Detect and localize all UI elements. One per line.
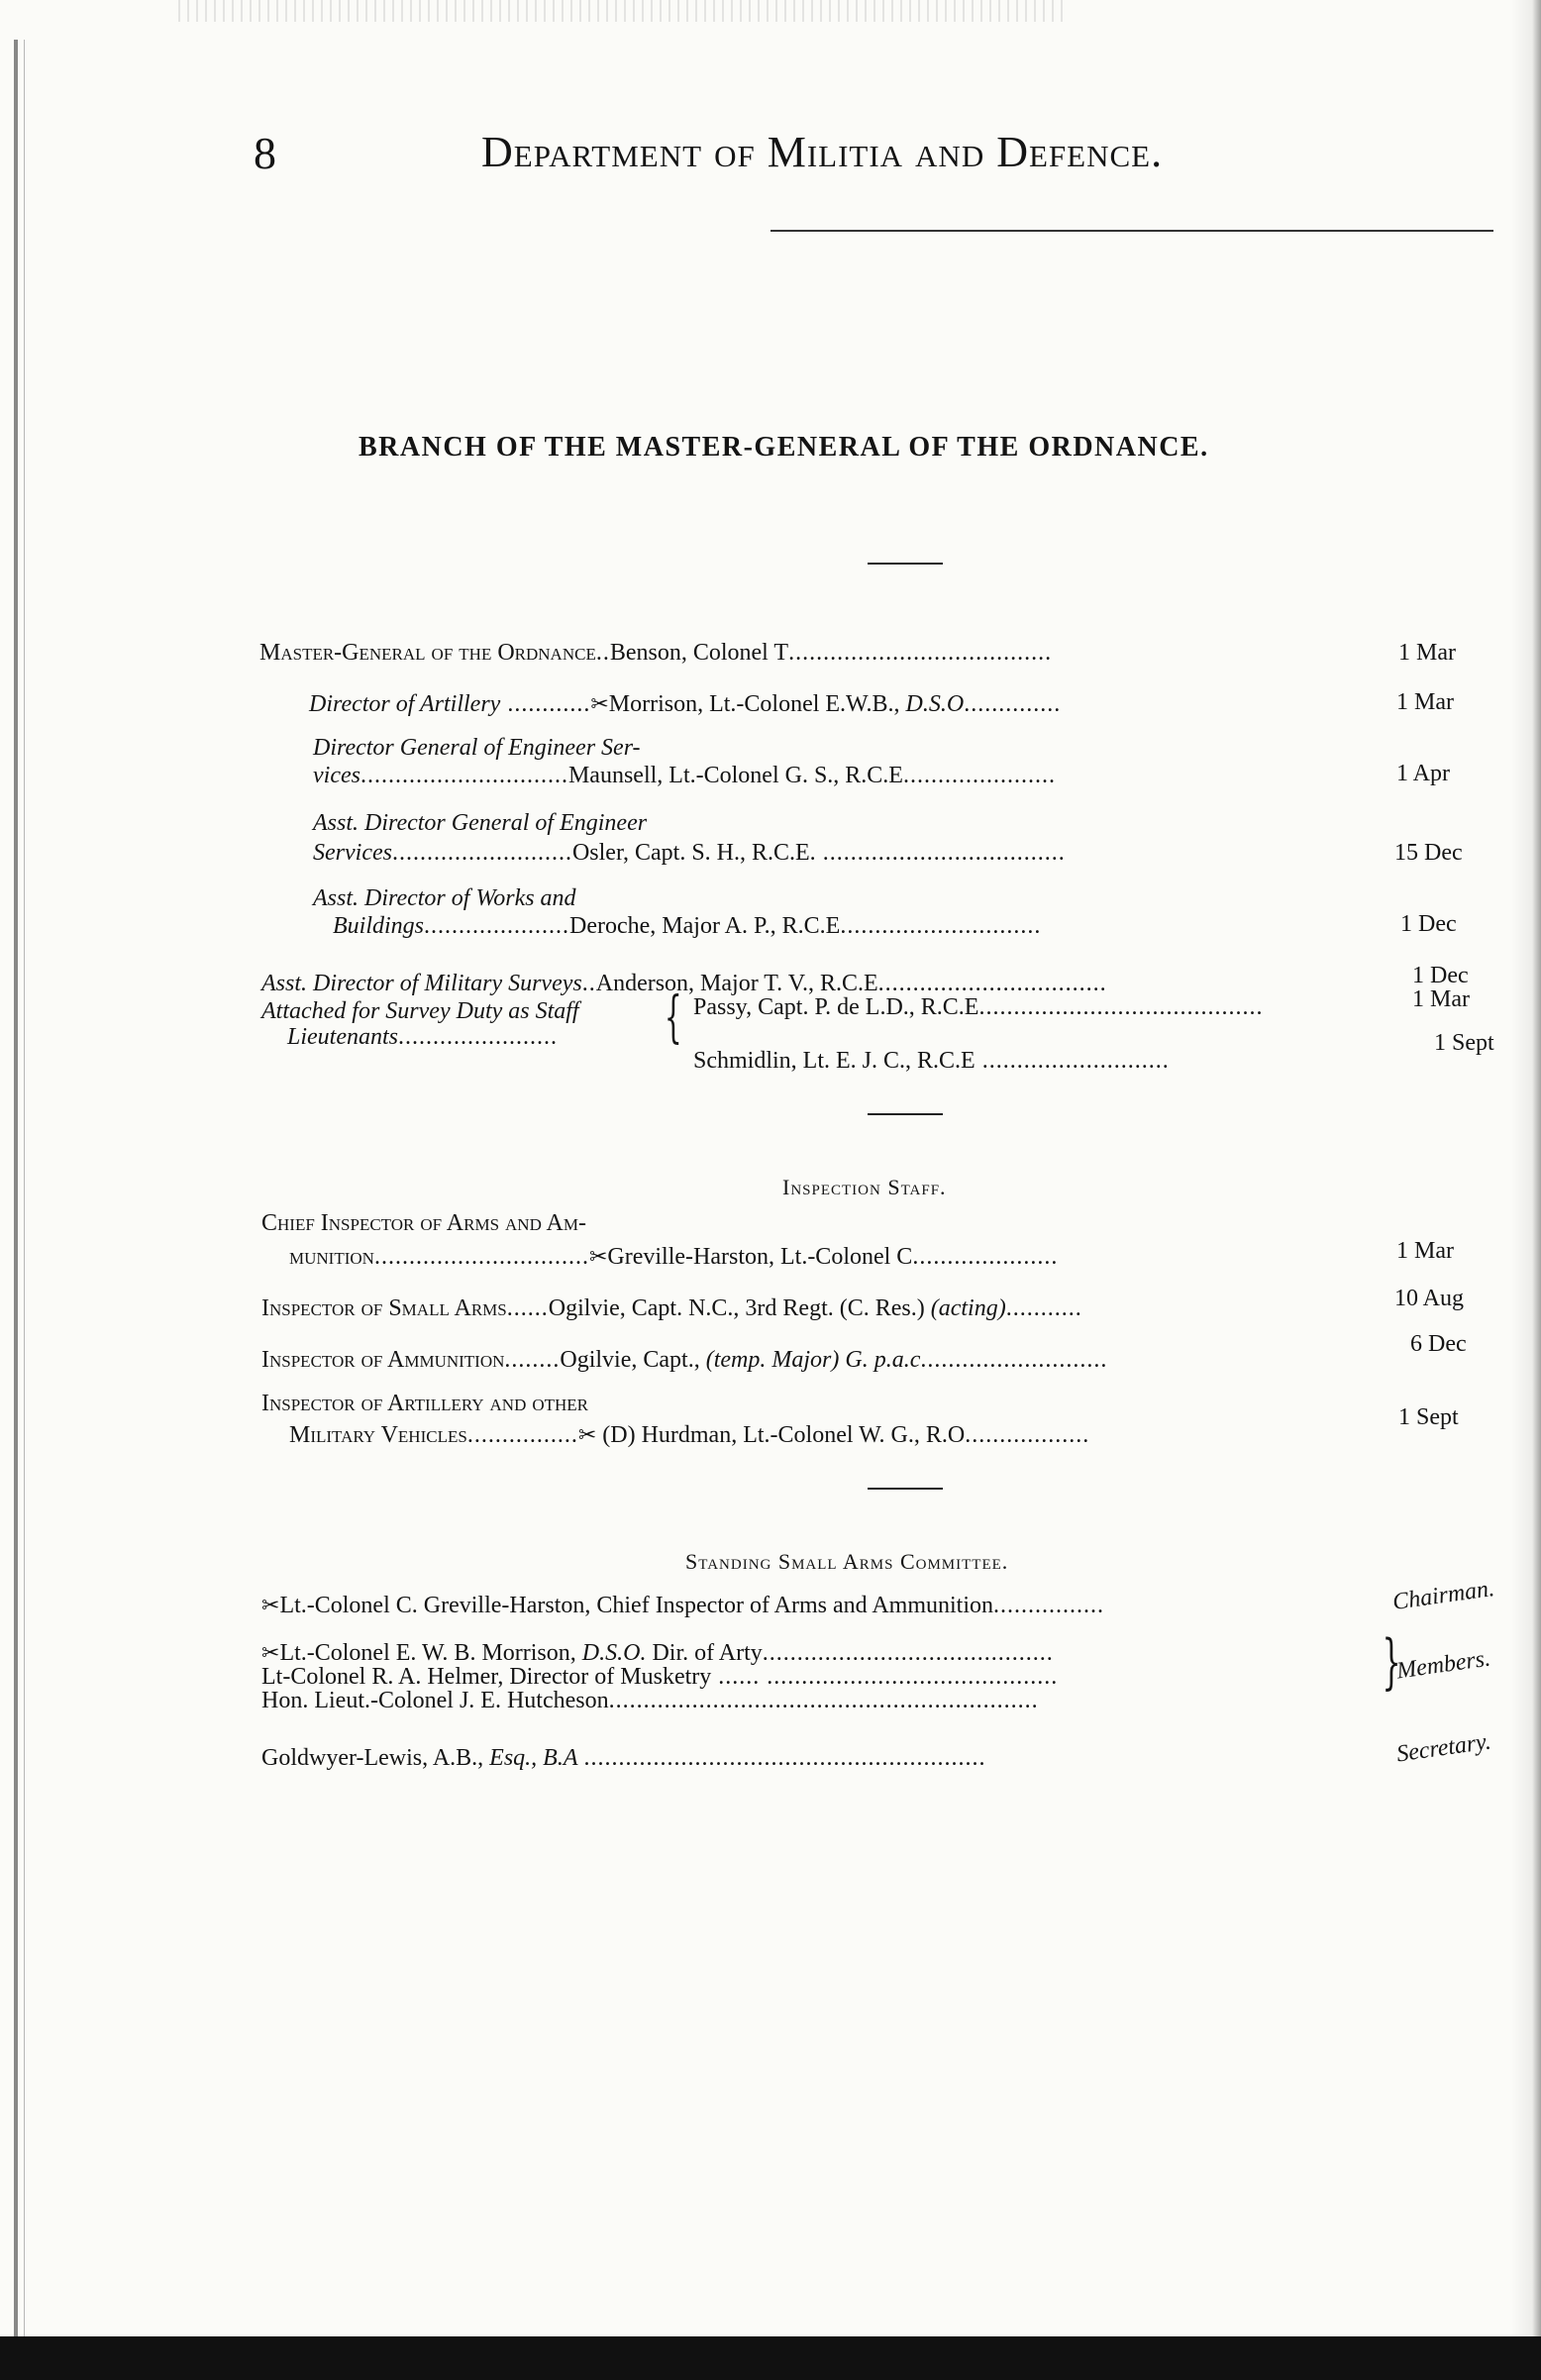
entry-ammunition: Inspector of Ammunition........Ogilvie, Capt., (temp. Major) G. p.a.c........................... — [261, 1347, 1108, 1373]
entry-survey-duty-label — [261, 998, 579, 1025]
entry-name-tail: G. p.a.c — [845, 1347, 921, 1373]
member-name: Hon. Lieut.-Colonel J. E. Hutcheson — [261, 1688, 609, 1713]
entry-name: Ogilvie, Capt. N.C., 3rd Regt. (C. Res.) — [548, 1295, 925, 1321]
running-head: Department of Militia and Defence. — [481, 128, 1164, 176]
scissors-icon: ✂ — [261, 1594, 280, 1618]
entry-director-engineer-label — [313, 735, 641, 762]
entry-date: 1 Sept — [1434, 1030, 1494, 1056]
scan-smudge — [178, 0, 1070, 22]
section-rule — [868, 1113, 943, 1115]
scissors-icon: ✂ — [577, 1423, 597, 1448]
member-name-tail: Dir. of Arty — [652, 1640, 763, 1666]
entry-label: Master-General of the Ordnance — [259, 640, 596, 666]
chairman-name: Lt.-Colonel C. Greville-Harston, Chief Inspector of Arms and Ammunition — [279, 1593, 993, 1618]
entry-date: 1 Mar — [1398, 640, 1456, 666]
member-name: Lt-Colonel R. A. Helmer, Director of Musketry — [261, 1664, 712, 1690]
entry-name: Maunsell, Lt.-Colonel G. S., R.C.E — [567, 763, 903, 788]
secretary-role: Secretary. — [1394, 1728, 1493, 1768]
entry-chief-inspector: munition...............................✂Greville-Harston, Lt.-Colonel C..................... — [289, 1244, 1059, 1270]
committee-chairman: ✂Lt.-Colonel C. Greville-Harston, Chief Inspector of Arms and Ammunition................ — [261, 1593, 1104, 1618]
entry-name: Anderson, Major T. V., R.C.E — [595, 971, 878, 996]
committee-member: Hon. Lieut.-Colonel J. E. Hutcheson.............................................................. — [261, 1688, 1039, 1713]
entry-asst-director-surveys: Asst. Director of Military Surveys..Anderson, Major T. V., R.C.E................................. — [261, 971, 1107, 996]
entry-label: vices — [313, 763, 360, 788]
entry-label: Asst. Director of Works and — [313, 885, 576, 911]
entry-date: 10 Aug — [1394, 1286, 1465, 1311]
entry-label: Inspector of Ammunition — [261, 1347, 505, 1373]
entry-label: Services — [313, 840, 392, 866]
section-rule — [868, 563, 943, 565]
branch-title: BRANCH OF THE MASTER-GENERAL OF THE ORDNANCE. — [359, 432, 1209, 463]
entry-label: Asst. Director of Military Surveys — [261, 971, 582, 996]
entry-date: 1 Mar — [1412, 986, 1470, 1012]
entry-artillery-vehicles: Military Vehicles................✂ (D) Hurdman, Lt.-Colonel W. G., R.O.................. — [289, 1422, 1090, 1448]
entry-schmidlin: Schmidlin, Lt. E. J. C., R.C.E ........................... — [693, 1048, 1170, 1074]
entry-date: 1 Mar — [1396, 1238, 1454, 1264]
page-shadow — [1511, 0, 1541, 2380]
entry-label: Inspector of Artillery and other — [261, 1391, 589, 1416]
entry-name-italic: (acting) — [930, 1295, 1006, 1321]
entry-name: Greville-Harston, Lt.-Colonel C — [607, 1244, 913, 1270]
entry-artillery-vehicles-label — [261, 1391, 588, 1417]
entry-name: Deroche, Major A. P., R.C.E — [569, 913, 841, 939]
entry-passy: Passy, Capt. P. de L.D., R.C.E......................................... — [693, 994, 1264, 1020]
entry-label: munition — [289, 1244, 374, 1270]
entry-name: Passy, Capt. P. de L.D., R.C.E — [693, 994, 979, 1020]
chairman-role: Chairman. — [1390, 1575, 1496, 1616]
entry-label: Military Vehicles — [289, 1422, 467, 1448]
entry-asst-director-works: Buildings.....................Deroche, Major A. P., R.C.E............................. — [333, 913, 1042, 939]
entry-name: Osler, Capt. S. H., R.C.E. — [571, 840, 816, 866]
entry-label: Lieutenants — [287, 1024, 398, 1050]
entry-name: Ogilvie, Capt., — [560, 1347, 700, 1373]
scissors-icon: ✂ — [261, 1641, 280, 1666]
committee-title: Standing Small Arms Committee. — [685, 1549, 1009, 1574]
scan-bottom-edge — [0, 2336, 1541, 2380]
member-name-italic: D.S.O. — [581, 1640, 647, 1666]
entry-name: Morrison, Lt.-Colonel E.W.B., — [608, 691, 900, 717]
entry-master-general: Master-General of the Ordnance..Benson, Colonel T...................................... — [259, 640, 1053, 666]
entry-asst-director-engineer-label — [313, 810, 647, 837]
scissors-icon: ✂ — [588, 1245, 608, 1270]
scissors-icon: ✂ — [590, 692, 609, 717]
entry-label: Director of Artillery — [309, 691, 501, 717]
section-rule — [868, 1488, 943, 1490]
entry-date: 1 Dec — [1400, 911, 1457, 937]
entry-date: 1 Mar — [1396, 689, 1454, 715]
entry-name: Benson, Colonel T — [609, 640, 789, 666]
entry-director-engineer: vices..............................Maunsell, Lt.-Colonel G. S., R.C.E...................... — [313, 763, 1056, 788]
entry-label: Asst. Director General of Engineer — [313, 810, 648, 836]
entry-survey-duty-label2: Lieutenants....................... — [287, 1024, 558, 1050]
members-role: Members. — [1394, 1645, 1492, 1685]
binding-edge — [14, 40, 18, 2347]
entry-date: 1 Apr — [1396, 761, 1450, 786]
entry-chief-inspector-label — [261, 1210, 586, 1237]
committee-member: ✂Lt.-Colonel E. W. B. Morrison, D.S.O. Dir. of Arty.......................................... — [261, 1640, 1054, 1666]
entry-label: Buildings — [333, 913, 425, 939]
page-number: 8 — [254, 128, 276, 178]
secretary-name: Goldwyer-Lewis, A.B., — [261, 1745, 484, 1771]
committee-member: Lt-Colonel R. A. Helmer, Director of Musketry ...... .......................................... — [261, 1664, 1059, 1690]
brace: { — [664, 985, 682, 1050]
entry-name: Schmidlin, Lt. E. J. C., R.C.E — [693, 1048, 976, 1074]
secretary-name-italic: Esq., B.A — [489, 1745, 578, 1771]
committee-secretary: Goldwyer-Lewis, A.B., Esq., B.A .......................................................... — [261, 1745, 986, 1771]
entry-date: 15 Dec — [1394, 840, 1463, 866]
entry-asst-director-engineer: Services..........................Osler, Capt. S. H., R.C.E. ................................... — [313, 840, 1066, 866]
entry-label: Attached for Survey Duty as Staff — [261, 998, 579, 1024]
entry-asst-director-works-label — [313, 885, 576, 912]
brace: } — [1382, 1627, 1401, 1697]
entry-director-artillery: Director of Artillery ............✂Morrison, Lt.-Colonel E.W.B., D.S.O.............. — [309, 691, 1062, 717]
entry-label: Inspector of Small Arms — [261, 1295, 507, 1321]
entry-name-italic: (temp. Major) — [705, 1347, 840, 1373]
entry-label: Chief Inspector of Arms and Am- — [261, 1210, 586, 1236]
entry-label: Director General of Engineer Ser- — [313, 735, 641, 761]
header-rule — [770, 230, 1493, 232]
inspection-title: Inspection Staff. — [782, 1175, 947, 1199]
entry-name-italic: D.S.O — [905, 691, 965, 717]
binding-edge-line — [24, 40, 25, 2347]
entry-small-arms: Inspector of Small Arms......Ogilvie, Capt. N.C., 3rd Regt. (C. Res.) (acting)........... — [261, 1295, 1082, 1321]
entry-date: 1 Sept — [1398, 1404, 1459, 1430]
member-name: Lt.-Colonel E. W. B. Morrison, — [279, 1640, 576, 1666]
entry-date: 1 Dec — [1412, 963, 1469, 988]
entry-name: (D) Hurdman, Lt.-Colonel W. G., R.O — [602, 1422, 966, 1448]
entry-date: 6 Dec — [1410, 1331, 1467, 1357]
